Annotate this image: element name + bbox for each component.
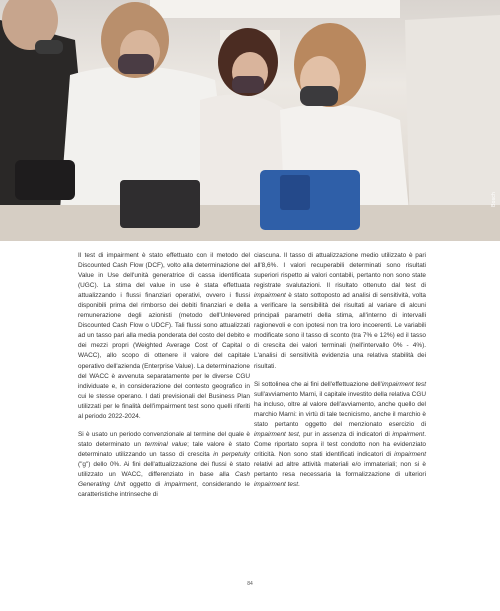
text-run: Il test di impairment è stato effettuato con il metodo del Discounted Cash Flow (DCF), volto alla determinazione del Value in Use dell'unità generatrice di cassa identificata (UGC). La stima del value in use è stata effettuata attualizzando i flussi finanziari operativi, ovvero i flussi disponibili prima del rimborso dei debiti finanziari e della remunerazione degli azionisti (metodo dell'Unlevered Discounted Cash Flow o UDCF). Tali flussi sono attualizzati ad un tasso pari alla media ponderata del costo del debito e dei mezzi propri (Weighted Average Cost of Capital o WACC), allo scopo di ottenere il valore del capitale operativo dell'azienda (Enterprise Value). La determinazione del WACC è avvenuta separatamente per le diverse CGU individuate e, in considerazione del contesto geografico in cui le stesse operano. I dati previsionali del Business Plan utilizzati per le finalità dell'impairment test sono quelli riferiti al periodo 2022-2024.	[78, 252, 250, 420]
lab-photo-illustration	[0, 0, 500, 241]
text-run: sull'avviamento Marni, il capitale investito della relativa CGU ha incluso, oltre al valore dell'avviamento, anche quello del marchio Marni: in virtù di tale tecnicismo, anche il marchio è stato pertanto oggetto del menzionato esercizio di	[254, 390, 426, 428]
text-run: impairment test	[254, 481, 299, 489]
text-column-left	[78, 251, 250, 508]
text-run: . Come riportato sopra il test condotto non ha evidenziato criticità. Non sono stati identificati indicatori di	[254, 430, 426, 458]
text-run: , considerando le caratteristiche intrinseche di	[78, 481, 251, 499]
paragraph	[254, 380, 426, 491]
text-run: impairment	[394, 450, 426, 458]
text-run: è stato sottoposto ad analisi di sensitività, volta a verificare la sensibilità dei risultati al variare di alcuni principali parametri della stima, all'interno di intervalli ragionevoli e con ipotesi non tra loro incoerenti. Le variabili modificate sono il tasso di sconto (tra 7% e 12%) ed il tasso di crescita dei valori terminali (nell'intervallo 0% - 4%). L'analisi di sensitività evidenzia una relativa stabilità dei risultati.	[254, 292, 426, 370]
text-run: in perpetuity	[213, 450, 250, 458]
text-run: ciascuna. Il tasso di attualizzazione medio utilizzato è pari all'8,6%. I valori recuperabili determinati sono risultati superiori rispetto ai valori contabili, pertanto non sono state registrate svalutazioni. Il risultato ottenuto dal test di	[254, 252, 426, 290]
text-run: Cash Generating Unit	[78, 470, 250, 489]
lab-photo	[0, 0, 500, 241]
text-run: .	[298, 481, 300, 489]
text-run: impairment	[392, 430, 425, 438]
text-run: , pur in assenza di indicatori di	[298, 430, 393, 438]
text-run: terminal value	[144, 440, 188, 448]
text-run: Si sottolinea che ai fini dell'effettuazione dell'	[254, 380, 382, 388]
text-run: oggetto di	[125, 481, 165, 489]
text-run: Si è usato un periodo convenzionale al termine del quale è stato determinato un	[78, 430, 250, 448]
paragraph	[254, 251, 426, 372]
paragraph	[78, 430, 250, 500]
photo-credit: Bosch	[491, 192, 497, 207]
text-run: ("g") dello 0%. Ai fini dell'attualizzazione dei flussi è stato utilizzato un WACC, differenziato in base alla	[78, 460, 250, 478]
text-run: relativi ad altre attività materiali e/o immateriali; non si è pertanto resa necessaria la formalizzazione di ulteriori	[254, 460, 426, 478]
text-column-right	[254, 251, 426, 498]
text-run: impairment test	[381, 380, 426, 388]
text-run: impairment	[254, 292, 286, 300]
text-run: ; tale valore è stato determinato utilizzando un tasso di crescita	[78, 440, 250, 458]
paragraph	[78, 251, 250, 422]
text-run: impairment	[164, 481, 197, 489]
page-number: 84	[247, 581, 253, 587]
text-run: impairment test	[254, 430, 299, 438]
